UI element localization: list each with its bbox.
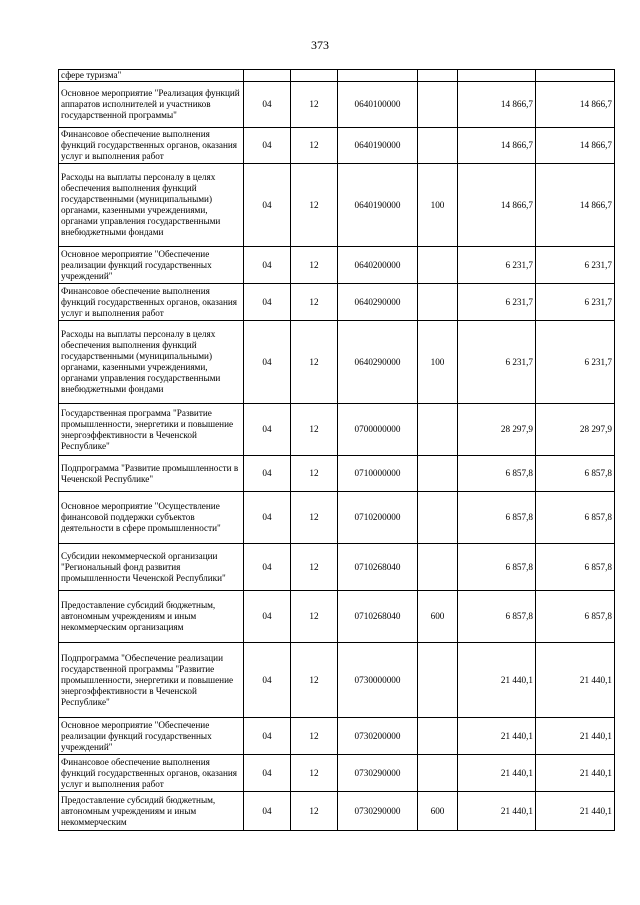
row-section-cell: 04 (244, 404, 291, 456)
row-expense-type-cell (418, 82, 458, 128)
row-amount-year1-cell: 6 857,8 (458, 456, 536, 492)
table-row (59, 456, 615, 492)
row-expense-type-cell (418, 247, 458, 284)
row-amount-year2-cell: 6 857,8 (536, 591, 615, 643)
row-name-cell: Государственная программа "Развитие промышленности, энергетики и повышение энергоэффективности в Чеченской Республике" (59, 404, 244, 456)
budget-table (58, 69, 615, 831)
table-row (59, 128, 615, 164)
row-amount-year1-cell: 28 297,9 (458, 404, 536, 456)
row-section-cell: 04 (244, 755, 291, 792)
row-target-article-cell: 0730290000 (338, 755, 418, 792)
row-amount-year1-cell: 6 857,8 (458, 544, 536, 591)
row-name-cell: Предоставление субсидий бюджетным, автономным учреждениям и иным некоммерческим (59, 792, 244, 831)
row-section-cell (244, 70, 291, 82)
row-amount-year1-cell: 6 857,8 (458, 492, 536, 544)
table-row (59, 70, 615, 82)
row-target-article-cell: 0730290000 (338, 792, 418, 831)
row-target-article-cell: 0640190000 (338, 164, 418, 247)
row-section-cell: 04 (244, 456, 291, 492)
row-amount-year1-cell: 14 866,7 (458, 82, 536, 128)
row-target-article-cell: 0710200000 (338, 492, 418, 544)
row-target-article-cell: 0640290000 (338, 284, 418, 321)
row-amount-year2-cell: 6 231,7 (536, 247, 615, 284)
row-amount-year1-cell: 6 857,8 (458, 591, 536, 643)
row-amount-year2-cell: 21 440,1 (536, 643, 615, 718)
row-name-cell: Финансовое обеспечение выполнения функций государственных органов, оказания услуг и выполнения работ (59, 755, 244, 792)
row-subsection-cell: 12 (291, 643, 338, 718)
row-target-article-cell: 0640290000 (338, 321, 418, 404)
row-name-cell: Подпрограмма "Развитие промышленности в Чеченской Республике" (59, 456, 244, 492)
row-subsection-cell: 12 (291, 321, 338, 404)
row-amount-year2-cell: 6 857,8 (536, 544, 615, 591)
row-subsection-cell: 12 (291, 284, 338, 321)
table-row (59, 643, 615, 718)
row-expense-type-cell (418, 544, 458, 591)
row-target-article-cell: 0710268040 (338, 591, 418, 643)
row-expense-type-cell (418, 643, 458, 718)
row-name-cell: сфере туризма" (59, 70, 244, 82)
row-subsection-cell: 12 (291, 792, 338, 831)
row-target-article-cell: 0700000000 (338, 404, 418, 456)
row-target-article-cell: 0640190000 (338, 128, 418, 164)
table-row (59, 492, 615, 544)
row-name-cell: Финансовое обеспечение выполнения функций государственных органов, оказания услуг и выполнения работ (59, 284, 244, 321)
row-section-cell: 04 (244, 492, 291, 544)
row-amount-year1-cell: 21 440,1 (458, 718, 536, 755)
table-row (59, 321, 615, 404)
row-subsection-cell: 12 (291, 544, 338, 591)
table-row (59, 164, 615, 247)
row-expense-type-cell (418, 404, 458, 456)
row-section-cell: 04 (244, 321, 291, 404)
row-amount-year2-cell: 14 866,7 (536, 164, 615, 247)
row-expense-type-cell (418, 128, 458, 164)
table-row (59, 591, 615, 643)
row-name-cell: Основное мероприятие "Обеспечение реализации функций государственных учреждений" (59, 247, 244, 284)
row-amount-year2-cell: 6 857,8 (536, 456, 615, 492)
row-amount-year2-cell: 14 866,7 (536, 82, 615, 128)
row-expense-type-cell (418, 755, 458, 792)
row-name-cell: Подпрограмма "Обеспечение реализации государственной программы "Развитие промышленности, энергетики и повышение энергоэффективности в Чеченской Республике" (59, 643, 244, 718)
table-row (59, 755, 615, 792)
row-section-cell: 04 (244, 591, 291, 643)
row-subsection-cell: 12 (291, 128, 338, 164)
row-name-cell: Расходы на выплаты персоналу в целях обеспечения выполнения функций государственными (муниципальными) органами, казенными учреждениями, органами управления государственными внебюджетными фондами (59, 321, 244, 404)
row-amount-year1-cell: 21 440,1 (458, 792, 536, 831)
row-name-cell: Предоставление субсидий бюджетным, автономным учреждениям и иным некоммерческим организациям (59, 591, 244, 643)
row-name-cell: Основное мероприятие "Обеспечение реализации функций государственных учреждений" (59, 718, 244, 755)
row-section-cell: 04 (244, 792, 291, 831)
row-target-article-cell (338, 70, 418, 82)
row-subsection-cell: 12 (291, 82, 338, 128)
row-name-cell: Расходы на выплаты персоналу в целях обеспечения выполнения функций государственными (муниципальными) органами, казенными учреждениями, органами управления государственными внебюджетными фондами (59, 164, 244, 247)
row-expense-type-cell: 600 (418, 591, 458, 643)
row-expense-type-cell (418, 284, 458, 321)
row-amount-year2-cell: 6 231,7 (536, 321, 615, 404)
row-section-cell: 04 (244, 643, 291, 718)
row-expense-type-cell (418, 718, 458, 755)
row-amount-year1-cell: 14 866,7 (458, 164, 536, 247)
row-amount-year1-cell (458, 70, 536, 82)
row-subsection-cell: 12 (291, 718, 338, 755)
row-expense-type-cell: 100 (418, 321, 458, 404)
row-subsection-cell: 12 (291, 492, 338, 544)
table-row (59, 82, 615, 128)
table-row (59, 284, 615, 321)
row-section-cell: 04 (244, 544, 291, 591)
row-name-cell: Основное мероприятие "Реализация функций аппаратов исполнителей и участников государственной программы" (59, 82, 244, 128)
row-amount-year1-cell: 6 231,7 (458, 247, 536, 284)
row-expense-type-cell (418, 492, 458, 544)
row-amount-year2-cell: 6 231,7 (536, 284, 615, 321)
row-name-cell: Основное мероприятие "Осуществление финансовой поддержки субъектов деятельности в сфере промышленности" (59, 492, 244, 544)
row-name-cell: Финансовое обеспечение выполнения функций государственных органов, оказания услуг и выполнения работ (59, 128, 244, 164)
table-row (59, 404, 615, 456)
row-amount-year2-cell: 6 857,8 (536, 492, 615, 544)
row-amount-year1-cell: 21 440,1 (458, 755, 536, 792)
row-amount-year1-cell: 14 866,7 (458, 128, 536, 164)
row-section-cell: 04 (244, 247, 291, 284)
row-name-cell: Субсидии некоммерческой организации "Региональный фонд развития промышленности Чеченской Республики" (59, 544, 244, 591)
row-target-article-cell: 0730200000 (338, 718, 418, 755)
table-row (59, 247, 615, 284)
row-target-article-cell: 0640200000 (338, 247, 418, 284)
row-target-article-cell: 0730000000 (338, 643, 418, 718)
row-subsection-cell: 12 (291, 456, 338, 492)
table-body (59, 70, 615, 831)
row-subsection-cell (291, 70, 338, 82)
row-target-article-cell: 0710000000 (338, 456, 418, 492)
row-expense-type-cell: 100 (418, 164, 458, 247)
row-section-cell: 04 (244, 128, 291, 164)
row-amount-year2-cell: 21 440,1 (536, 718, 615, 755)
table-row (59, 792, 615, 831)
row-amount-year2-cell: 21 440,1 (536, 755, 615, 792)
row-amount-year2-cell (536, 70, 615, 82)
table-row (59, 718, 615, 755)
row-section-cell: 04 (244, 82, 291, 128)
row-target-article-cell: 0710268040 (338, 544, 418, 591)
row-amount-year2-cell: 21 440,1 (536, 792, 615, 831)
row-amount-year1-cell: 21 440,1 (458, 643, 536, 718)
row-section-cell: 04 (244, 284, 291, 321)
row-amount-year1-cell: 6 231,7 (458, 321, 536, 404)
row-amount-year2-cell: 28 297,9 (536, 404, 615, 456)
row-expense-type-cell (418, 456, 458, 492)
row-subsection-cell: 12 (291, 404, 338, 456)
table-row (59, 544, 615, 591)
row-amount-year2-cell: 14 866,7 (536, 128, 615, 164)
page-number: 373 (311, 38, 329, 52)
row-subsection-cell: 12 (291, 755, 338, 792)
row-amount-year1-cell: 6 231,7 (458, 284, 536, 321)
row-section-cell: 04 (244, 718, 291, 755)
row-subsection-cell: 12 (291, 164, 338, 247)
row-subsection-cell: 12 (291, 591, 338, 643)
row-subsection-cell: 12 (291, 247, 338, 284)
row-expense-type-cell: 600 (418, 792, 458, 831)
row-target-article-cell: 0640100000 (338, 82, 418, 128)
row-expense-type-cell (418, 70, 458, 82)
row-section-cell: 04 (244, 164, 291, 247)
